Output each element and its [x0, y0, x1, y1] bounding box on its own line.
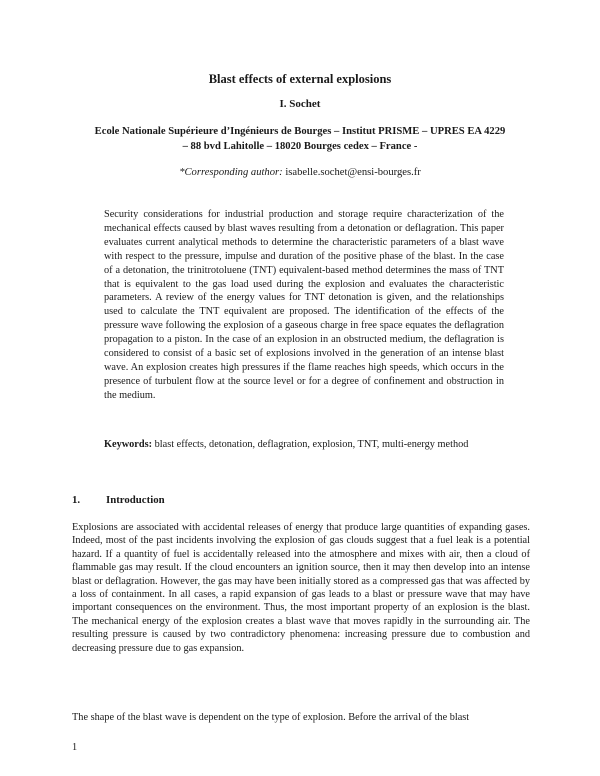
corresponding-author-email: isabelle.sochet@ensi-bourges.fr	[282, 167, 421, 178]
keywords	[104, 438, 504, 452]
corresponding-author-label: *Corresponding author:	[179, 167, 283, 178]
paper-title: Blast effects of external explosions	[208, 72, 392, 86]
corresponding-author	[0, 167, 600, 178]
introduction-paragraph-1: Explosions are associated with accidental releases of energy that produce large quantities of expanding gases. Indeed, most of the past incidents involving the explosion of gas clouds suggest that a fuel leak is a potential hazard. If a quantity of fuel is accidentally released into the atmosphere and mixes with air, then a cloud of flammable gas may result. If the cloud encounters an ignition source, then it may then develop into an intense blast or deflagration. However, the gas may have been initially stored as a compressed gas that was affected by a loss of containment. In all cases, a rapid expansion of gas leads to a blast or pressure wave that may have important consequences on the environment. Thus, the most important property of an explosion is the blast. The mechanical energy of the explosion creates a blast wave that moves rapidly in the surrounding air. The resulting pressure is caused by two contradictory phenomena: increasing pressure due to combustion and decreasing pressure due to gas expansion.	[72, 522, 530, 654]
keywords-text: blast effects, detonation, deflagration, explosion, TNT, multi-energy method	[152, 439, 469, 450]
affiliation-line-1: Ecole Nationale Supérieure d’Ingénieurs de Bourges – Institut PRISME – UPRES EA 4229	[94, 126, 506, 137]
paper-author: I. Sochet	[279, 98, 321, 110]
page-number: 1	[72, 742, 78, 753]
section-title: Introduction	[106, 494, 165, 506]
affiliation-line-2: – 88 bvd Lahitolle – 18020 Bourges cedex – France -	[182, 141, 418, 152]
section-number: 1.	[72, 494, 81, 506]
keywords-label: Keywords:	[104, 439, 153, 450]
abstract-text: Security considerations for industrial production and storage require characterization of the mechanical effects caused by blast waves resulting from a detonation or deflagration. This paper evaluates current analytical methods to determine the characteristic parameters of a blast wave with respect to the pressure, impulse and duration of the positive phase of the blast. In the case of a detonation, the trinitrotoluene (TNT) equivalent-based method determines the mass of TNT that is equivalent to the gas load used during the explosion and evaluates the characteristic parameters. A review of the energy values for TNT detonation is given, and the relationships used to calculate the TNT equivalent are proposed. The identification of the effects of the pressure wave following the explosion of a gaseous charge in free space equates the deflagration propagation to a piston. In the case of an explosion in an obstructed medium, the deflagration is considered to consist of a basic set of explosions involved in the generation of an intense blast wave. An explosion creates high pressures if the flame reaches high speeds, which occurs in the presence of turbulent flow at the source level or for a degree of confinement and obstruction in the medium.	[104, 209, 504, 401]
introduction-paragraph-2: The shape of the blast wave is dependent on the type of explosion. Before the arrival of the blast	[72, 712, 470, 723]
author-affiliation	[60, 124, 540, 154]
section-heading-introduction	[72, 494, 165, 506]
